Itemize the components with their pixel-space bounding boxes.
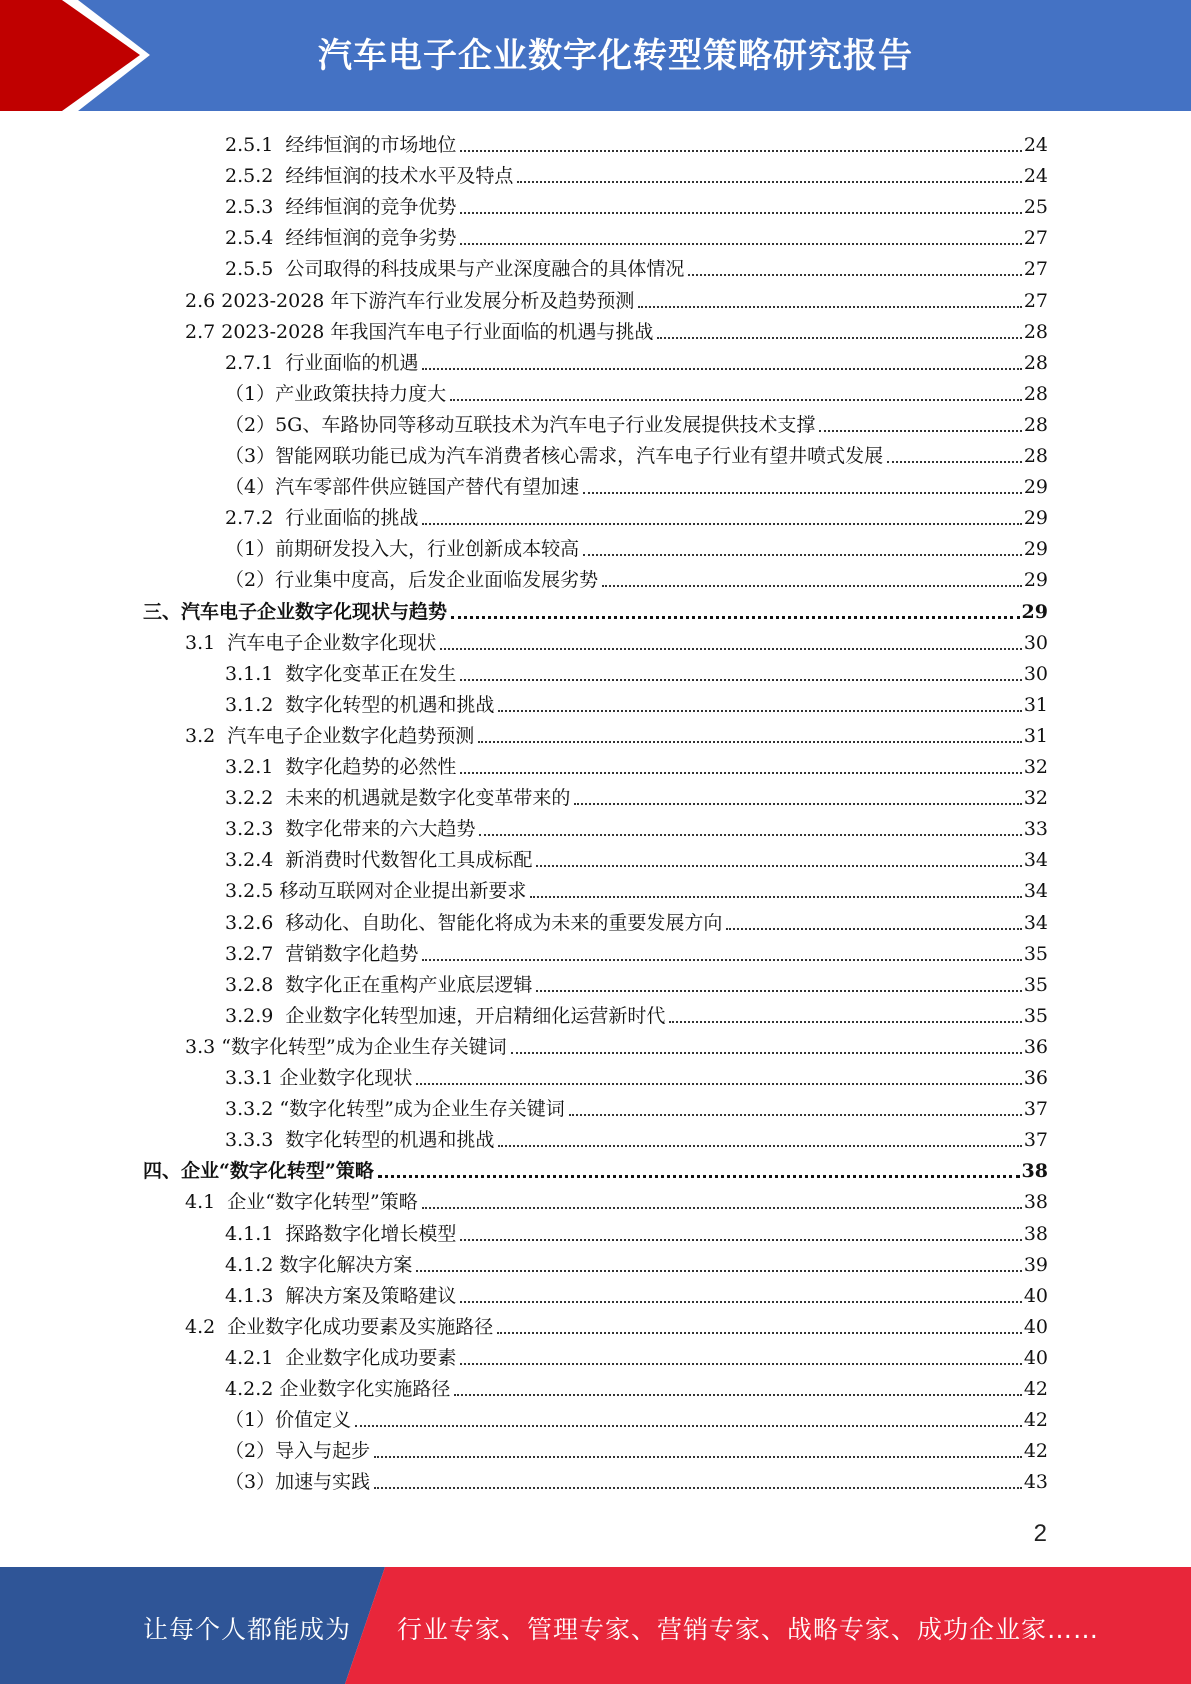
- toc-entry[interactable]: [225, 157, 1048, 188]
- toc-entry-page: 35: [1023, 973, 1048, 996]
- toc-dot-leader: [583, 492, 1022, 494]
- toc-entry-title: （3）智能网联功能已成为汽车消费者核心需求，汽车电子行业有望井喷式发展: [225, 445, 884, 467]
- toc-dot-leader: [511, 1052, 1022, 1054]
- toc-entry-page: 28: [1023, 445, 1048, 467]
- toc-entry-title: （1）前期研发投入大，行业创新成本较高: [225, 538, 580, 561]
- toc-entry-page: 30: [1023, 662, 1048, 685]
- toc-entry[interactable]: [225, 530, 1048, 561]
- toc-entry[interactable]: [185, 282, 1048, 313]
- toc-entry-title: （2）行业集中度高，后发企业面临发展劣势: [225, 569, 599, 592]
- toc-entry[interactable]: [185, 1028, 1048, 1059]
- toc-entry-title: 3.2 汽车电子企业数字化趋势预测: [185, 724, 475, 747]
- toc-entry[interactable]: [225, 686, 1048, 717]
- toc-entry[interactable]: [225, 1090, 1048, 1121]
- toc-entry-title: 3.1.2 数字化转型的机遇和挑战: [225, 693, 495, 716]
- toc-entry[interactable]: [185, 313, 1048, 344]
- toc-entry[interactable]: [225, 1401, 1048, 1432]
- toc-dot-leader: [460, 679, 1021, 681]
- toc-entry-page: 42: [1023, 1378, 1048, 1400]
- toc-entry[interactable]: [225, 499, 1048, 530]
- toc-dot-leader: [536, 990, 1021, 992]
- toc-dot-leader: [569, 1114, 1022, 1116]
- toc-dot-leader: [378, 1175, 1020, 1178]
- toc-dot-leader: [726, 928, 1021, 930]
- toc-entry-title: （2）导入与起步: [225, 1440, 371, 1463]
- toc-dot-leader: [440, 648, 1022, 650]
- toc-entry-title: 3.2.8 数字化正在重构产业底层逻辑: [225, 973, 533, 996]
- toc-entry-page: 37: [1023, 1129, 1048, 1152]
- toc-dot-leader: [460, 212, 1021, 214]
- toc-dot-leader: [451, 616, 1020, 619]
- toc-entry-title: （4）汽车零部件供应链国产替代有望加速: [225, 476, 580, 499]
- toc-entry-page: 28: [1023, 382, 1048, 405]
- toc-dot-leader: [497, 1332, 1022, 1334]
- toc-entry[interactable]: [225, 1463, 1048, 1494]
- toc-entry-title: 2.7.2 行业面临的挑战: [225, 507, 419, 530]
- toc-entry-title: 3.1.1 数字化变革正在发生: [225, 662, 457, 685]
- toc-entry[interactable]: [143, 593, 1048, 624]
- toc-entry[interactable]: [225, 997, 1048, 1028]
- toc-dot-leader: [422, 1207, 1022, 1209]
- toc-entry-page: 38: [1023, 1222, 1048, 1245]
- toc-entry-page: 35: [1023, 942, 1048, 965]
- toc-dot-leader: [460, 772, 1021, 774]
- toc-entry-page: 34: [1023, 880, 1048, 903]
- toc-entry[interactable]: [185, 1183, 1048, 1214]
- toc-entry-page: 31: [1023, 724, 1048, 747]
- toc-entry-title: 4.1 企业“数字化转型”策略: [185, 1191, 418, 1214]
- toc-dot-leader: [574, 803, 1021, 805]
- toc-entry-title: 四、企业“数字化转型”策略: [143, 1160, 374, 1183]
- toc-dot-leader: [478, 741, 1022, 743]
- toc-entry[interactable]: [225, 810, 1048, 841]
- toc-entry[interactable]: [225, 1339, 1048, 1370]
- toc-dot-leader: [450, 399, 1022, 401]
- toc-entry-title: 2.5.4 经纬恒润的竞争劣势: [225, 227, 457, 250]
- toc-entry[interactable]: [225, 841, 1048, 872]
- toc-entry-title: 3.3 “数字化转型”成为企业生存关键词: [185, 1035, 507, 1058]
- toc-dot-leader: [422, 959, 1021, 961]
- toc-dot-leader: [819, 430, 1021, 432]
- toc-entry-page: 27: [1023, 289, 1048, 312]
- toc-entry[interactable]: [225, 250, 1048, 281]
- toc-entry[interactable]: [225, 748, 1048, 779]
- toc-entry[interactable]: [225, 935, 1048, 966]
- toc-entry-page: 38: [1023, 1191, 1048, 1214]
- toc-entry[interactable]: [225, 904, 1048, 935]
- toc-dot-leader: [530, 896, 1021, 898]
- toc-dot-leader: [669, 1021, 1021, 1023]
- toc-entry-page: 29: [1023, 569, 1048, 592]
- toc-dot-leader: [422, 368, 1021, 370]
- toc-entry[interactable]: [225, 561, 1048, 592]
- toc-entry-title: 2.5.1 经纬恒润的市场地位: [225, 134, 457, 156]
- toc-entry-title: 3.2.1 数字化趋势的必然性: [225, 756, 457, 778]
- toc-entry-page: 36: [1023, 1067, 1048, 1089]
- toc-entry-title: 3.3.3 数字化转型的机遇和挑战: [225, 1129, 495, 1152]
- toc-entry-title: 4.2 企业数字化成功要素及实施路径: [185, 1315, 494, 1338]
- toc-entry-title: 2.5.5 公司取得的科技成果与产业深度融合的具体情况: [225, 258, 685, 281]
- toc-entry-page: 29: [1023, 507, 1048, 530]
- toc-entry-title: （2）5G、车路协同等移动互联技术为汽车电子行业发展提供技术支撑: [225, 413, 816, 436]
- page-number: 2: [1033, 1520, 1047, 1547]
- toc-entry[interactable]: [225, 468, 1048, 499]
- toc-entry-page: 31: [1023, 693, 1048, 716]
- toc-entry-title: 3.2.2 未来的机遇就是数字化变革带来的: [225, 787, 571, 810]
- toc-entry-page: 29: [1023, 538, 1048, 561]
- toc-dot-leader: [583, 554, 1022, 556]
- toc-dot-leader: [460, 1239, 1021, 1241]
- toc-entry-page: 28: [1023, 413, 1048, 436]
- toc-dot-leader: [460, 243, 1021, 245]
- toc-entry-page: 24: [1023, 165, 1048, 188]
- toc-entry[interactable]: [225, 1246, 1048, 1277]
- toc-entry[interactable]: [225, 779, 1048, 810]
- toc-entry-title: 2.5.3 经纬恒润的竞争优势: [225, 196, 457, 219]
- toc-entry[interactable]: [225, 375, 1048, 406]
- toc-entry-page: 37: [1023, 1098, 1048, 1121]
- toc-dot-leader: [498, 710, 1021, 712]
- toc-entry-title: 4.2.2 企业数字化实施路径: [225, 1378, 451, 1400]
- page-footer: [0, 1567, 1191, 1684]
- toc-entry[interactable]: [225, 406, 1048, 437]
- toc-entry[interactable]: [225, 437, 1048, 468]
- toc-entry-page: 38: [1021, 1160, 1048, 1183]
- toc-entry-title: 4.1.3 解决方案及策略建议: [225, 1284, 457, 1307]
- toc-entry-page: 36: [1023, 1035, 1048, 1058]
- toc-entry[interactable]: [225, 1121, 1048, 1152]
- page-header: [0, 0, 1191, 111]
- toc-entry-page: 35: [1023, 1004, 1048, 1027]
- toc-entry-title: 3.2.9 企业数字化转型加速，开启精细化运营新时代: [225, 1004, 666, 1027]
- toc-entry-page: 29: [1021, 600, 1048, 623]
- footer-slogan-left: 让每个人都能成为: [143, 1615, 352, 1644]
- footer-slogan-right: 行业专家、管理专家、营销专家、战略专家、成功企业家……: [397, 1615, 1100, 1644]
- toc-entry-title: 3.2.4 新消费时代数智化工具成标配: [225, 849, 533, 872]
- toc-entry[interactable]: [225, 872, 1048, 903]
- toc-entry-page: 40: [1023, 1315, 1048, 1338]
- toc-entry[interactable]: [225, 344, 1048, 375]
- toc-dot-leader: [374, 1487, 1022, 1489]
- toc-entry-title: 4.1.1 探路数字化增长模型: [225, 1222, 457, 1245]
- toc-entry[interactable]: [185, 1308, 1048, 1339]
- toc-dot-leader: [416, 1083, 1021, 1085]
- toc-entry[interactable]: [185, 624, 1048, 655]
- toc-entry-title: 3.2.6 移动化、自助化、智能化将成为未来的重要发展方向: [225, 911, 723, 934]
- toc-entry-title: 3.1 汽车电子企业数字化现状: [185, 631, 437, 654]
- toc-entry-page: 42: [1023, 1409, 1048, 1432]
- toc-dot-leader: [498, 1145, 1021, 1147]
- toc-entry-title: 3.2.3 数字化带来的六大趋势: [225, 818, 476, 841]
- toc-entry-title: 2.7 2023-2028 年我国汽车电子行业面临的机遇与挑战: [185, 320, 654, 343]
- toc-dot-leader: [657, 337, 1021, 339]
- toc-entry-title: （1）价值定义: [225, 1409, 352, 1432]
- toc-entry-page: 25: [1023, 196, 1048, 219]
- toc-dot-leader: [422, 523, 1021, 525]
- toc-entry-title: 2.6 2023-2028 年下游汽车行业发展分析及趋势预测: [185, 289, 635, 312]
- report-title: 汽车电子企业数字化转型策略研究报告: [318, 36, 913, 76]
- toc-entry[interactable]: [225, 126, 1048, 157]
- toc-entry-page: 40: [1023, 1284, 1048, 1307]
- toc-entry-page: 30: [1023, 631, 1048, 654]
- toc-entry[interactable]: [225, 1059, 1048, 1090]
- toc-entry[interactable]: [225, 966, 1048, 997]
- toc-dot-leader: [460, 150, 1021, 152]
- toc-entry[interactable]: [185, 717, 1048, 748]
- toc-dot-leader: [517, 181, 1021, 183]
- toc-entry-title: 2.7.1 行业面临的机遇: [225, 351, 419, 374]
- toc-dot-leader: [688, 274, 1021, 276]
- toc-dot-leader: [602, 585, 1022, 587]
- toc-entry-page: 33: [1023, 818, 1048, 841]
- toc-entry[interactable]: [225, 188, 1048, 219]
- toc-entry-page: 34: [1023, 911, 1048, 934]
- toc-entry[interactable]: [225, 1277, 1048, 1308]
- toc-entry[interactable]: [143, 1152, 1048, 1183]
- toc-entry-page: 43: [1023, 1471, 1048, 1494]
- toc-dot-leader: [374, 1456, 1022, 1458]
- toc-dot-leader: [479, 834, 1021, 836]
- toc-dot-leader: [416, 1270, 1021, 1272]
- toc-dot-leader: [355, 1425, 1022, 1427]
- toc-entry-page: 42: [1023, 1440, 1048, 1463]
- toc-entry-page: 32: [1023, 756, 1048, 778]
- toc-entry-title: 2.5.2 经纬恒润的技术水平及特点: [225, 165, 514, 188]
- toc-dot-leader: [638, 306, 1021, 308]
- toc-entry-title: 三、汽车电子企业数字化现状与趋势: [143, 600, 448, 623]
- toc-entry-title: 4.1.2 数字化解决方案: [225, 1253, 413, 1276]
- toc-entry-title: （3）加速与实践: [225, 1471, 371, 1494]
- toc-entry-page: 24: [1023, 134, 1048, 156]
- toc-entry-title: 3.3.1 企业数字化现状: [225, 1067, 413, 1089]
- toc-entry-page: 29: [1023, 476, 1048, 499]
- toc-dot-leader: [460, 1301, 1021, 1303]
- toc-entry-title: 3.2.5 移动互联网对企业提出新要求: [225, 880, 527, 903]
- toc-entry[interactable]: [225, 1432, 1048, 1463]
- toc-dot-leader: [460, 1363, 1021, 1365]
- toc-entry-page: 28: [1023, 351, 1048, 374]
- toc-entry-page: 39: [1023, 1253, 1048, 1276]
- toc-entry-title: 3.2.7 营销数字化趋势: [225, 942, 419, 965]
- toc-entry-page: 27: [1023, 258, 1048, 281]
- toc-dot-leader: [887, 461, 1022, 463]
- toc-entry-page: 40: [1023, 1346, 1048, 1369]
- toc-entry[interactable]: [225, 1215, 1048, 1246]
- toc-entry-page: 34: [1023, 849, 1048, 872]
- toc-dot-leader: [536, 865, 1021, 867]
- toc-entry[interactable]: [225, 655, 1048, 686]
- toc-entry[interactable]: [225, 219, 1048, 250]
- toc-dot-leader: [454, 1394, 1021, 1396]
- toc-entry-title: 3.3.2 “数字化转型”成为企业生存关键词: [225, 1098, 565, 1121]
- toc-entry[interactable]: [225, 1370, 1048, 1401]
- toc-entry-title: 4.2.1 企业数字化成功要素: [225, 1346, 457, 1369]
- toc-entry-page: 32: [1023, 787, 1048, 810]
- toc-entry-page: 28: [1023, 320, 1048, 343]
- toc-entry-page: 27: [1023, 227, 1048, 250]
- toc-entry-title: （1）产业政策扶持力度大: [225, 382, 447, 405]
